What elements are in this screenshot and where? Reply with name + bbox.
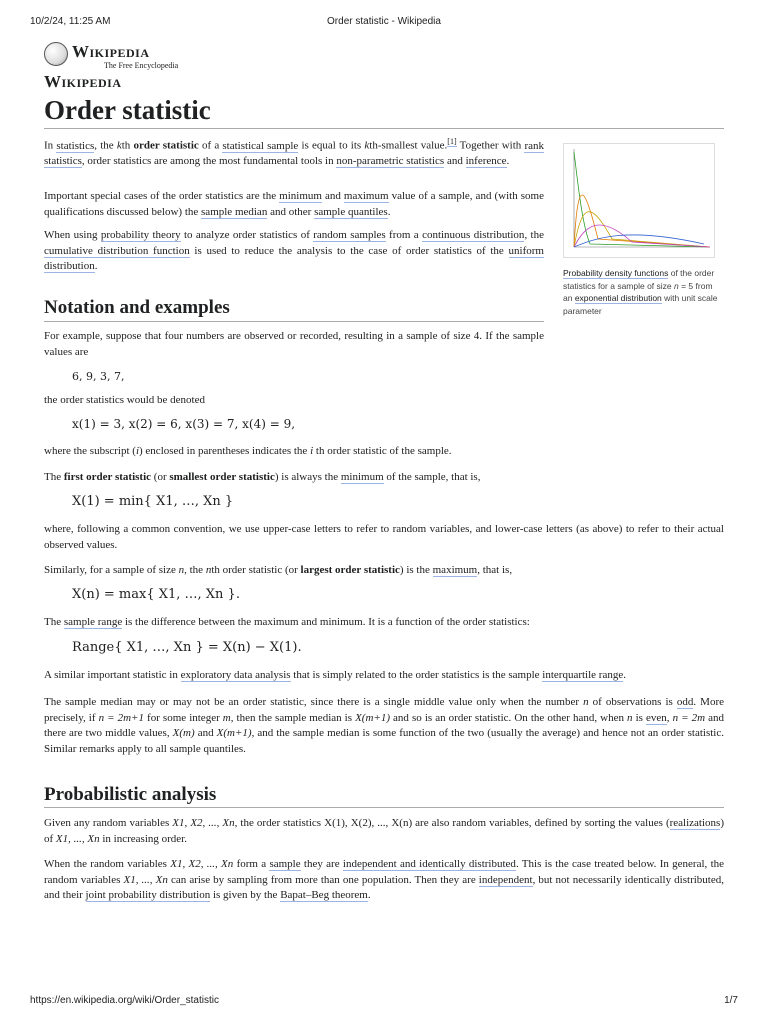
intro-paragraph-3: When using probability theory to analyze order statistics of random samples from a continuous distribution, the cumulative distribution function is used to reduce the analysis to the case of order statistics of the uniform distribution. xyxy=(44,229,544,272)
citation-1[interactable]: [1] xyxy=(447,137,457,146)
link-bapat-beg-theorem[interactable]: Bapat–Beg theorem xyxy=(280,889,368,901)
link-even[interactable]: even xyxy=(646,711,667,724)
link-inference[interactable]: inference xyxy=(465,155,507,168)
probabilistic-paragraph-2: When the random variables X1, X2, ..., Xn form a sample they are independent and identically distributed. This is the case treated below. In general, the random variables X1, ..., Xn can arise by sampling from more than one population. Then they are independent, but not necessarily identically distributed, and their joint probability distribution is given by the Bapat–Beg theorem. xyxy=(44,858,725,901)
section-divider-2 xyxy=(44,807,724,808)
link-interquartile-range[interactable]: interquartile range xyxy=(542,669,624,681)
link-statistics[interactable]: statistics xyxy=(56,139,95,152)
heading-probabilistic-analysis: Probabilistic analysis xyxy=(44,784,217,805)
print-page-count: 1/7 xyxy=(724,995,738,1006)
link-probability-density-functions[interactable]: Probability density functions xyxy=(563,268,669,278)
link-minimum-2[interactable]: minimum xyxy=(340,471,384,483)
notation-paragraph-3: where the subscript (i) enclosed in parentheses indicates the i th order statistic of the sample. xyxy=(44,445,452,457)
notation-paragraph-9: The sample median may or may not be an order statistic, since there is a single middle value only when the number n of observations is odd. More precisely, if n = 2m+1 for some integer m, then the sample median is X(m+1) and so is an order statistic. On the other hand, when n is even, n = 2m and there are two middle values, X(m) and X(m+1), and the sample median is some function of the two (usually the average) and hence not an order statistic. Similar remarks apply to all sample quantiles. xyxy=(44,696,725,755)
link-statistical-sample[interactable]: statistical sample xyxy=(222,139,299,152)
print-url: https://en.wikipedia.org/wiki/Order_statistic xyxy=(30,995,219,1006)
wikipedia-wordmark-secondary: Wikipedia xyxy=(44,72,122,91)
title-divider xyxy=(44,128,724,129)
wikipedia-globe-icon[interactable] xyxy=(44,42,68,66)
wikipedia-wordmark[interactable]: Wikipedia xyxy=(72,42,150,61)
link-sample-range[interactable]: sample range xyxy=(63,616,123,628)
link-probability-theory[interactable]: probability theory xyxy=(100,229,181,241)
link-rank-statistics[interactable]: rank statistics xyxy=(44,139,545,168)
equation-minimum: X(1) = min{ X1, …, Xn } xyxy=(72,494,234,509)
link-sample-quantiles[interactable]: sample quantiles xyxy=(314,205,388,218)
notation-paragraph-4: The first order statistic (or smallest order statistic) is always the minimum of the sample, that is, xyxy=(44,471,481,483)
figure-order-statistics-pdf xyxy=(563,143,723,317)
link-minimum[interactable]: minimum xyxy=(279,190,322,202)
notation-paragraph-2: the order statistics would be denoted xyxy=(44,394,205,406)
link-sample[interactable]: sample xyxy=(269,858,301,870)
link-uniform-distribution[interactable]: uniform distribution xyxy=(44,244,544,272)
equation-range: Range{ X1, …, Xn } = X(n) − X(1). xyxy=(72,640,302,655)
equation-order-statistics-example: x(1) = 3, x(2) = 6, x(3) = 7, x(4) = 9, xyxy=(72,417,296,431)
print-datetime: 10/2/24, 11:25 AM xyxy=(30,16,111,27)
notation-paragraph-1: For example, suppose that four numbers are observed or recorded, resulting in a sample of size 4. If the sample values are xyxy=(44,330,544,358)
link-realizations[interactable]: realizations xyxy=(669,817,721,829)
figure-pdf-plot[interactable] xyxy=(563,143,715,258)
section-divider xyxy=(44,321,544,322)
link-sample-median[interactable]: sample median xyxy=(201,205,268,218)
link-random-samples[interactable]: random samples xyxy=(313,229,386,241)
page-title: Order statistic xyxy=(44,95,211,125)
link-maximum[interactable]: maximum xyxy=(343,190,389,202)
link-independent[interactable]: independent xyxy=(478,873,533,886)
intro-paragraph-2: Important special cases of the order statistics are the minimum and maximum value of a sample, and (with some qualifications discussed below) the sample median and other sample quantiles. xyxy=(44,190,544,218)
equation-maximum: X(n) = max{ X1, …, Xn }. xyxy=(72,587,240,602)
link-odd[interactable]: odd xyxy=(676,696,694,708)
wikipedia-tagline: The Free Encyclopedia xyxy=(104,61,179,70)
notation-paragraph-6: Similarly, for a sample of size n, the nth order statistic (or largest order statistic) is the maximum, that is, xyxy=(44,564,513,576)
probabilistic-paragraph-1: Given any random variables X1, X2, ..., Xn, the order statistics X(1), X(2), ..., X(n) are also random variables, defined by sorting the values (realizations) of X1, ..., Xn in increasing order. xyxy=(44,817,724,845)
link-maximum-2[interactable]: maximum xyxy=(432,564,478,576)
link-joint-probability-distribution[interactable]: joint probability distribution xyxy=(85,889,211,901)
print-tab-title: Order statistic - Wikipedia xyxy=(327,16,441,27)
intro-paragraph-1: In statistics, the kth order statistic of a statistical sample is equal to its kth-smallest value.[1] Together with rank statistics, order statistics are among the most fundamental tools in non-parametric statistics and inference. xyxy=(44,137,545,168)
link-exponential-distribution[interactable]: exponential distribution xyxy=(574,293,662,303)
link-non-parametric-statistics[interactable]: non-parametric statistics xyxy=(336,155,445,168)
sample-values: 6, 9, 3, 7, xyxy=(72,370,125,383)
notation-paragraph-7: The sample range is the difference between the maximum and minimum. It is a function of the order statistics: xyxy=(44,616,530,628)
link-cumulative-distribution-function[interactable]: cumulative distribution function xyxy=(44,244,190,257)
link-continuous-distribution[interactable]: continuous distribution xyxy=(422,229,525,241)
notation-paragraph-8: A similar important statistic in exploratory data analysis that is simply related to the order statistics is the sample interquartile range. xyxy=(44,669,626,681)
link-exploratory-data-analysis[interactable]: exploratory data analysis xyxy=(180,669,291,681)
notation-paragraph-5: where, following a common convention, we use upper-case letters to refer to random variables, and lower-case letters (as above) to refer to their actual observed values. xyxy=(44,523,724,551)
link-iid[interactable]: independent and identically distributed xyxy=(342,858,516,870)
figure-caption: Probability density functions of the order statistics for a sample of size n = 5 from an exponential distribution with unit scale parameter xyxy=(563,268,718,316)
heading-notation-and-examples: Notation and examples xyxy=(44,297,230,318)
